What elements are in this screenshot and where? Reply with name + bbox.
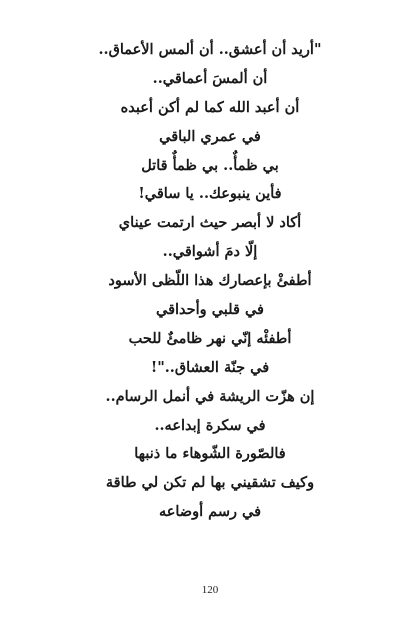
poem-line: في عمري الباقي — [159, 127, 261, 145]
poem-line: "أريد أن أعشق.. أن ألمس الأعماق.. — [98, 41, 322, 58]
poem-line: في سكرة إبداعه.. — [154, 416, 266, 434]
poem-text — [0, 36, 420, 527]
poem-line: في قلبي وأحداقي — [156, 301, 264, 319]
poem-line: أكاد لا أبصر حيث ارتمت عيناي — [118, 214, 302, 232]
poem-line: إن هزّت الريشة في أنمل الرسام.. — [105, 387, 315, 405]
poem-line: في رسم أوضاعه — [158, 503, 262, 521]
poem-line: أطفئْه إنّي نهر ظامئٌ للحب — [128, 329, 292, 347]
poem-line: إلّا دمَ أشواقي.. — [162, 243, 258, 261]
poem-line: أن أعبد الله كما لم أكن أعبده — [120, 98, 300, 116]
poem-line: فالصّورة الشّوهاء ما ذنبها — [134, 445, 286, 463]
poem-line: في جنّة العشاق.."! — [150, 358, 270, 376]
page-number: 120 — [201, 584, 219, 596]
poem-line: بي ظمأٌ.. بي ظمأٌ قاتل — [141, 156, 279, 174]
poem-line: أن ألمسَ أعماقي.. — [152, 69, 268, 87]
poem-line: أطفئْ بإعصارك هذا اللّظى الأسود — [108, 272, 312, 290]
poem-line: فأين ينبوعك.. يا ساقي! — [138, 185, 282, 203]
poem-line: وكيف تشقيني بها لم تكن لي طاقة — [105, 474, 315, 492]
